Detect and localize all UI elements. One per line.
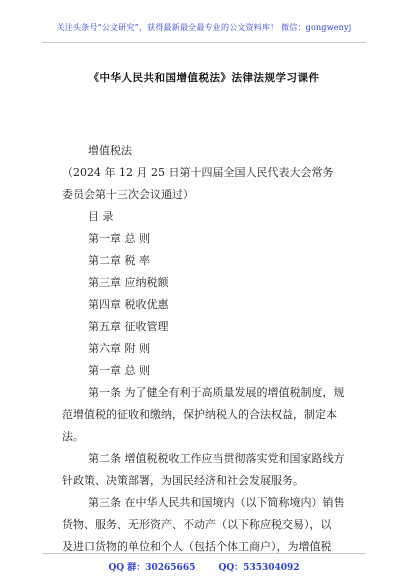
footer-divider [42, 553, 366, 554]
toc-heading: 目 录 [88, 210, 114, 223]
adoption-note-line-2: 委员会第十三次会议通过） [62, 188, 194, 201]
qq-group: QQ 群：30265665 [108, 563, 196, 573]
toc-item: 第六章 附 则 [88, 342, 150, 355]
toc-item: 第三章 应纳税额 [88, 276, 169, 289]
toc-item: 第四章 税收优惠 [88, 298, 169, 311]
article-1-line-2: 范增值税的征收和缴纳，保护纳税人的合法权益，制定本 [62, 408, 337, 421]
toc-item: 第一章 总 则 [88, 232, 150, 245]
article-1-line-3: 法。 [62, 430, 84, 443]
article-3-line-1: 第三条 在中华人民共和国境内（以下简称境内）销售 [88, 496, 345, 509]
footer-contact [0, 560, 408, 573]
article-2-line-2: 针政策、决策部署，为国民经济和社会发展服务。 [62, 474, 304, 487]
article-3-line-3: 及进口货物的单位和个人（包括个体工商户），为增值税 [62, 540, 332, 553]
law-name: 增值税法 [88, 144, 132, 157]
article-1-line-1: 第一条 为了健全有利于高质量发展的增值税制度，规 [88, 386, 345, 399]
adoption-note-line-1: （2024 年 12 月 25 日第十四届全国人民代表大会常务 [62, 166, 334, 179]
header-banner: 关注头条号“公文研究”，获得最新最全最专业的公文资料库！ 微信：gongwenyj [56, 23, 352, 32]
article-3-line-2: 货物、服务、无形资产、不动产（以下称应税交易），以 [62, 518, 332, 531]
toc-item: 第二章 税 率 [88, 254, 150, 267]
toc-item: 第五章 征收管理 [88, 320, 169, 333]
qq-number: QQ：535304092 [218, 563, 300, 573]
header-divider [42, 42, 366, 43]
chapter-heading: 第一章 总 则 [88, 364, 150, 377]
article-2-line-1: 第二条 增值税税收工作应当贯彻落实党和国家路线方 [88, 452, 345, 465]
document-title: 《中华人民共和国增值税法》法律法规学习课件 [88, 72, 320, 84]
document-body [62, 140, 362, 558]
